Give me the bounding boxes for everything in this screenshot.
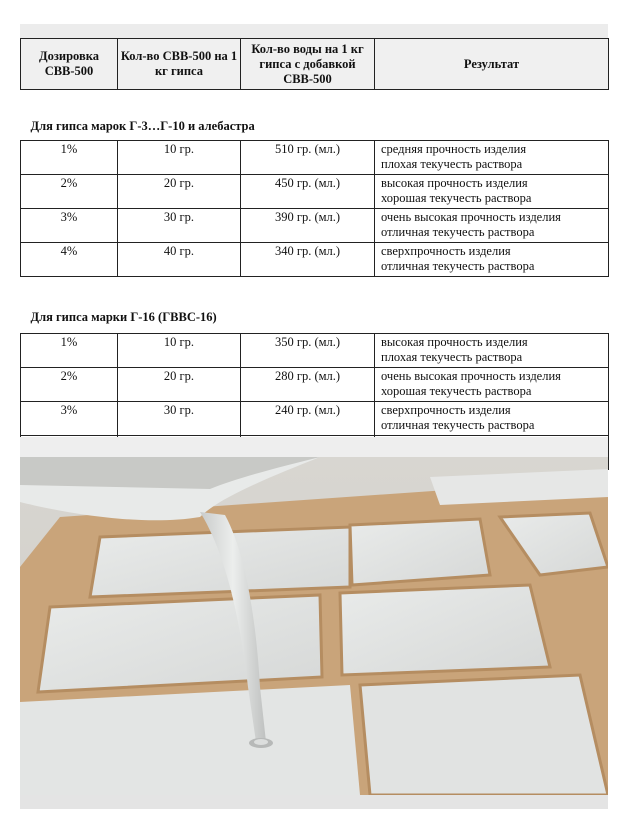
table-header-row [21,39,609,90]
header-result: Результат [375,39,609,90]
result-line: плохая текучесть раствора [381,350,523,364]
header-water: Кол-во воды на 1 кг гипса с добавкой СВВ-500 [241,39,375,90]
table-row [21,209,609,243]
result-line: средняя прочность изделия [381,142,527,156]
result-line: отличная текучесть раствора [381,418,535,432]
cell-result [375,141,609,175]
cell-water: 240 гр. (мл.) [241,402,375,436]
section-row [21,277,609,334]
dosage-table [20,38,609,470]
result-line: очень высокая прочность изделия [381,369,561,383]
cell-result [375,243,609,277]
cell-dose: 1% [21,334,118,368]
cell-amount: 10 гр. [118,141,241,175]
cell-result [375,175,609,209]
gypsum-pouring-photo [20,457,608,795]
result-line: хорошая текучесть раствора [381,191,532,205]
header-amount: Кол-во СВВ-500 на 1 кг гипса [118,39,241,90]
bottom-band [20,795,608,809]
cell-water: 510 гр. (мл.) [241,141,375,175]
cell-dose: 3% [21,402,118,436]
cell-amount: 40 гр. [118,243,241,277]
cell-amount: 30 гр. [118,209,241,243]
table-row [21,243,609,277]
table-row [21,141,609,175]
result-line: хорошая текучесть раствора [381,384,532,398]
table-row [21,175,609,209]
cell-amount: 20 гр. [118,175,241,209]
cell-dose: 2% [21,368,118,402]
section-title: Для гипса марки Г-16 (ГВВС-16) [21,277,609,334]
cell-water: 280 гр. (мл.) [241,368,375,402]
result-line: высокая прочность изделия [381,176,528,190]
cell-result [375,334,609,368]
cell-amount: 20 гр. [118,368,241,402]
top-band [20,24,608,38]
cell-result [375,402,609,436]
header-dosage: Дозировка СВВ-500 [21,39,118,90]
cell-water: 450 гр. (мл.) [241,175,375,209]
result-line: очень высокая прочность изделия [381,210,561,224]
cell-result [375,368,609,402]
section-row [21,90,609,141]
cell-dose: 3% [21,209,118,243]
gap-band [20,437,608,457]
cell-result [375,209,609,243]
cell-dose: 1% [21,141,118,175]
cell-amount: 30 гр. [118,402,241,436]
result-line: высокая прочность изделия [381,335,528,349]
table-row [21,368,609,402]
cell-dose: 4% [21,243,118,277]
result-line: плохая текучесть раствора [381,157,523,171]
result-line: отличная текучесть раствора [381,259,535,273]
cell-water: 350 гр. (мл.) [241,334,375,368]
table-row [21,402,609,436]
result-line: сверхпрочность изделия [381,403,511,417]
result-line: отличная текучесть раствора [381,225,535,239]
table-row [21,334,609,368]
section-title: Для гипса марок Г-3…Г-10 и алебастра [21,90,609,141]
cell-water: 390 гр. (мл.) [241,209,375,243]
cell-dose: 2% [21,175,118,209]
cell-amount: 10 гр. [118,334,241,368]
cell-water: 340 гр. (мл.) [241,243,375,277]
result-line: сверхпрочность изделия [381,244,511,258]
